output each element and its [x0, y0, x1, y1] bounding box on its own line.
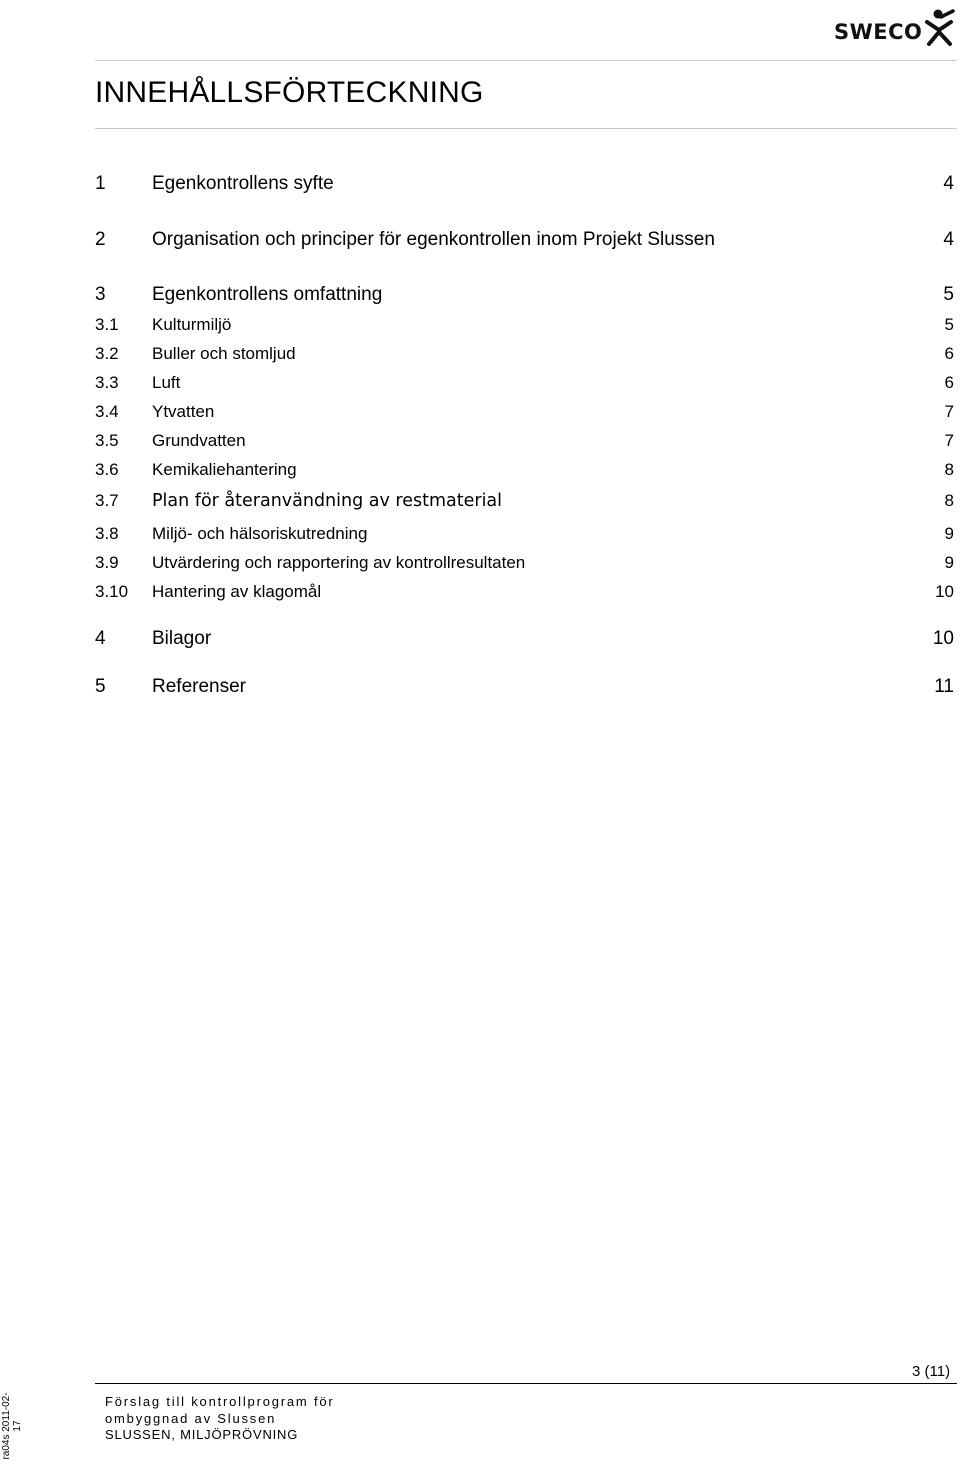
sweco-mark-icon: [924, 8, 958, 46]
toc-entry-title: Kemikaliehantering: [152, 460, 297, 479]
toc-entry[interactable]: [95, 582, 954, 606]
header-divider: [95, 60, 957, 61]
toc-entry-page: 9: [944, 553, 954, 572]
toc-entry-page: 7: [944, 431, 954, 450]
logo-text: SWECO: [834, 20, 923, 44]
toc-entry-title: Bilagor: [152, 628, 212, 649]
toc-entry-title: Ytvatten: [152, 402, 215, 421]
footer-title-line2: ombyggnad av Slussen: [105, 1411, 277, 1426]
sweco-logo: [832, 8, 956, 48]
toc-entry-number: 3.4: [95, 402, 119, 421]
toc-entry[interactable]: [95, 173, 954, 197]
title-divider: [95, 128, 957, 129]
toc-entry-page: 9: [944, 524, 954, 543]
toc-entry[interactable]: [95, 491, 954, 515]
toc-entry-title: Egenkontrollens omfattning: [152, 284, 383, 305]
toc-entry-number: 3.8: [95, 524, 119, 543]
toc-entry[interactable]: [95, 402, 954, 426]
toc-entry[interactable]: [95, 284, 954, 308]
toc-entry-page: 4: [943, 229, 954, 250]
toc-entry[interactable]: [95, 676, 954, 700]
toc-entry-page: 6: [944, 373, 954, 392]
page-title: INNEHÅLLSFÖRTECKNING: [95, 76, 484, 109]
toc-entry[interactable]: [95, 460, 954, 484]
toc-entry-page: 5: [944, 315, 954, 334]
toc-entry-page: 7: [944, 402, 954, 421]
toc-entry-number: 5: [95, 676, 106, 697]
toc-entry-title: Miljö- och hälsoriskutredning: [152, 524, 368, 543]
toc-entry-number: 3: [95, 284, 106, 305]
toc-entry-page: 10: [932, 628, 954, 649]
toc-entry-title: Referenser: [152, 676, 246, 697]
toc-entry-page: 8: [944, 491, 954, 510]
footer-divider: [95, 1383, 957, 1384]
footer-project-line: SLUSSEN, MILJÖPRÖVNING: [105, 1427, 299, 1442]
toc-entry-page: 5: [943, 284, 954, 305]
toc-entry-page: 4: [943, 173, 954, 194]
toc-entry-number: 3.1: [95, 315, 119, 334]
toc-entry-number: 3.2: [95, 344, 119, 363]
toc-entry-title: Buller och stomljud: [152, 344, 296, 363]
toc-entry-title: Kulturmiljö: [152, 315, 232, 334]
toc-entry-title: Luft: [152, 373, 181, 392]
toc-entry[interactable]: [95, 628, 954, 652]
toc-entry-number: 3.9: [95, 553, 119, 572]
footer-title-line1: Förslag till kontrollprogram för: [105, 1394, 335, 1409]
toc-entry-title: Egenkontrollens syfte: [152, 173, 334, 194]
toc-entry-page: 10: [935, 582, 954, 601]
toc-entry-page: 11: [934, 676, 954, 697]
toc-entry[interactable]: [95, 524, 954, 548]
toc-entry[interactable]: [95, 553, 954, 577]
toc-entry-number: 2: [95, 229, 106, 250]
toc-entry-title: Grundvatten: [152, 431, 246, 450]
toc-entry-title: Utvärdering och rapportering av kontrollresultaten: [152, 553, 526, 572]
toc-entry-number: 3.3: [95, 373, 119, 392]
toc-entry[interactable]: [95, 373, 954, 397]
toc-entry-number: 3.7: [95, 491, 119, 510]
page-number: 3 (11): [912, 1363, 951, 1380]
toc-entry-title: Plan för återanvändning av restmaterial: [152, 491, 503, 511]
toc-entry-number: 3.10: [95, 582, 129, 601]
toc-entry[interactable]: [95, 229, 954, 253]
toc-entry-number: 4: [95, 628, 106, 649]
document-template-code: ra04s 2011-02-17: [1, 1392, 23, 1460]
toc-entry-title: Organisation och principer för egenkontrollen inom Projekt Slussen: [152, 229, 715, 250]
toc-entry-title: Hantering av klagomål: [152, 582, 322, 601]
toc-entry-page: 8: [944, 460, 954, 479]
toc-entry-number: 1: [95, 173, 106, 194]
toc-entry-number: 3.6: [95, 460, 119, 479]
toc-entry-page: 6: [944, 344, 954, 363]
toc-entry[interactable]: [95, 315, 954, 339]
toc-entry[interactable]: [95, 344, 954, 368]
toc-entry[interactable]: [95, 431, 954, 455]
toc-entry-number: 3.5: [95, 431, 119, 450]
